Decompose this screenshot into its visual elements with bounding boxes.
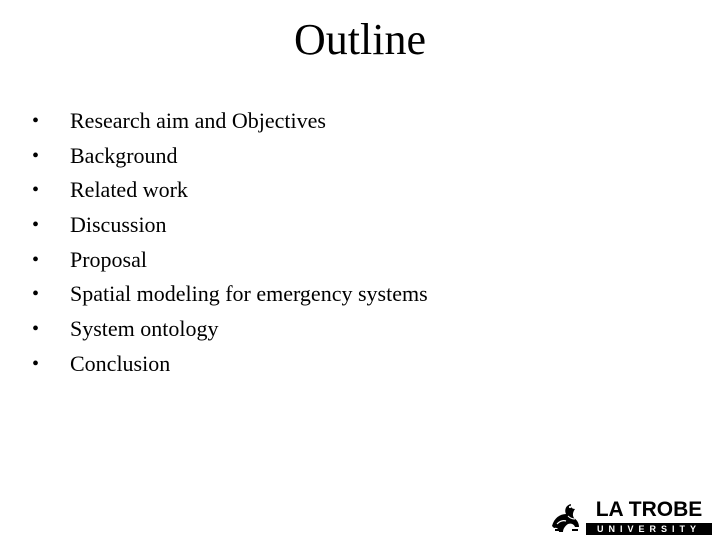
bullet-icon: •	[32, 318, 40, 341]
list-item-label: System ontology	[70, 316, 219, 342]
list-item	[30, 104, 428, 139]
university-logo	[546, 496, 712, 536]
bullet-icon: •	[32, 214, 40, 237]
list-item	[30, 139, 428, 174]
list-item-label: Conclusion	[70, 350, 171, 376]
list-item	[30, 208, 428, 243]
list-item	[30, 347, 428, 382]
bullet-icon: •	[32, 144, 40, 167]
list-item-label: Background	[70, 142, 178, 168]
bullet-icon: •	[32, 248, 40, 271]
list-item-label: Research aim and Objectives	[70, 108, 326, 133]
slide-title: Outline	[294, 15, 426, 64]
list-item	[30, 277, 428, 312]
list-item-label: Proposal	[70, 246, 147, 272]
list-item	[30, 173, 428, 208]
bullet-icon: •	[32, 179, 40, 202]
list-item-label: Spatial modeling for emergency systems	[70, 281, 428, 307]
bullet-icon: •	[32, 110, 40, 132]
list-item-label: Discussion	[70, 212, 167, 238]
crest-icon	[546, 496, 586, 536]
outline-list	[30, 104, 428, 382]
logo-name: LA TROBE	[595, 498, 703, 521]
bullet-icon: •	[32, 352, 40, 375]
bullet-icon: •	[32, 283, 40, 306]
list-item	[30, 312, 428, 347]
list-item	[30, 243, 428, 278]
logo-subtitle: UNIVERSITY	[586, 523, 712, 535]
list-item-label: Related work	[70, 177, 188, 203]
